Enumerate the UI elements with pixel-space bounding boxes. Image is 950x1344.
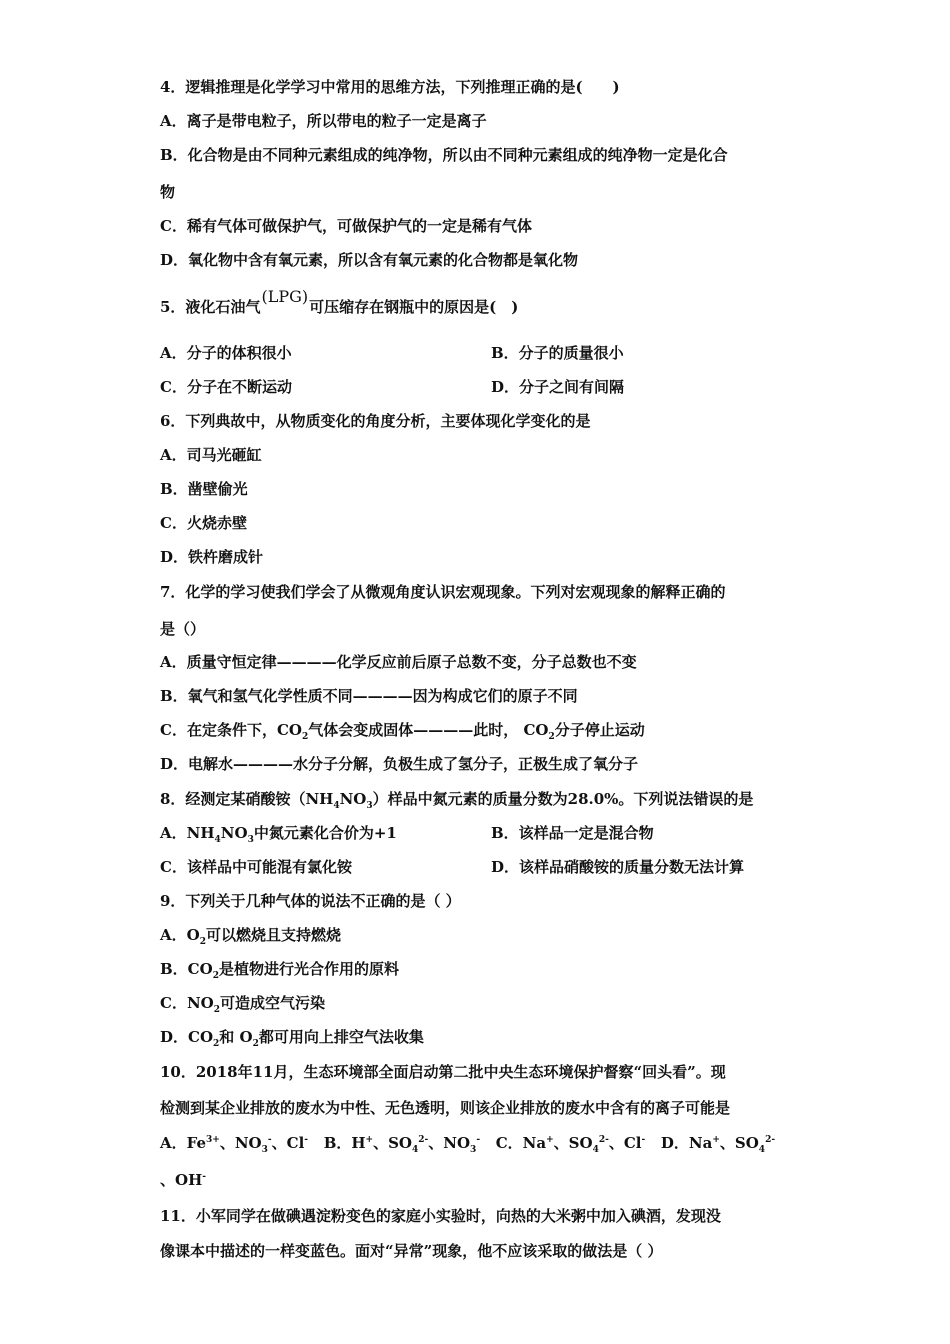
q10-stem-line1: 10．2018年11月，生态环境部全面启动第二批中央生态环境保护督察“回头看”。现: [160, 1063, 726, 1081]
q4-stem: 4．逻辑推理是化学学习中常用的思维方法，下列推理正确的是( ): [160, 78, 620, 96]
q8-option-a: A．$NH_4NO_3$中氮元素化合价为+1: [160, 824, 397, 845]
q9-option-d: D．$CO_2$和 $O_2$都可用向上排空气法收集: [160, 1028, 424, 1049]
q11-stem-line2: 像课本中描述的一样变蓝色。面对“异常”现象，他不应该采取的做法是（ ）: [160, 1242, 663, 1260]
q10-option-a: A．$Fe^{3+}$、$NO_3^-$、Cl-: [160, 1134, 309, 1155]
q9-stem: 9．下列关于几种气体的说法不正确的是（ ）: [160, 892, 461, 910]
q10-option-c: C．Na+、$SO_4^{2-}$、Cl-: [495, 1134, 646, 1155]
q4-option-b-line2: 物: [160, 183, 176, 201]
q10-option-d-continued: 、OH-: [160, 1171, 206, 1189]
q5-option-a: A．分子的体积很小: [160, 344, 292, 362]
q5-option-b: B．分子的质量很小: [491, 344, 624, 362]
q8-stem: 8．经测定某硝酸铵$(NH_4NO_3)$样品中氮元素的质量分数为28.0%。下列说法错误的是: [160, 790, 754, 811]
q4-option-d: D．氧化物中含有氧元素，所以含有氧元素的化合物都是氧化物: [160, 251, 579, 269]
q4-option-a: A．离子是带电粒子，所以带电的粒子一定是离子: [160, 112, 487, 130]
q7-stem-line2: 是（）: [160, 620, 206, 638]
q5-stem: 5．液化石油气(LPG)可压缩存在钢瓶中的原因是( ): [160, 287, 519, 316]
q9-option-a: A．$O_2$可以燃烧且支持燃烧: [160, 926, 341, 947]
q11-stem-line1: 11．小军同学在做碘遇淀粉变色的家庭小实验时，向热的大米粥中加入碘酒，发现没: [160, 1207, 721, 1225]
q10-option-d: D．Na+、$SO_4^{2-}$: [660, 1134, 776, 1155]
q5-option-d: D．分子之间有间隔: [491, 378, 625, 396]
q8-option-b: B．该样品一定是混合物: [491, 824, 654, 842]
q7-option-a: A．质量守恒定律————化学反应前后原子总数不变，分子总数也不变: [160, 653, 637, 671]
q9-option-c: C．$NO_2$可造成空气污染: [160, 994, 325, 1015]
q10-stem-line2: 检测到某企业排放的废水为中性、无色透明，则该企业排放的废水中含有的离子可能是: [160, 1099, 731, 1117]
q10-options: [160, 1133, 775, 1153]
q6-option-b: B．凿壁偷光: [160, 480, 248, 498]
q6-stem: 6．下列典故中，从物质变化的角度分析，主要体现化学变化的是: [160, 412, 591, 430]
q8-option-d: D．该样品硝酸铵的质量分数无法计算: [491, 858, 745, 876]
q4-option-c: C．稀有气体可做保护气，可做保护气的一定是稀有气体: [160, 217, 532, 235]
q8-option-c: C．该样品中可能混有氯化铵: [160, 858, 352, 876]
q6-option-a: A．司马光砸缸: [160, 446, 262, 464]
q6-option-d: D．铁杵磨成针: [160, 548, 264, 566]
q9-option-b: B．$CO_2$是植物进行光合作用的原料: [160, 960, 399, 981]
q7-stem-line1: 7．化学的学习使我们学会了从微观角度认识宏观现象。下列对宏观现象的解释正确的: [160, 583, 726, 601]
q6-option-c: C．火烧赤壁: [160, 514, 247, 532]
q7-option-d: D．电解水————水分子分解，负极生成了氢分子，正极生成了氧分子: [160, 755, 639, 773]
q5-option-c: C．分子在不断运动: [160, 378, 292, 396]
lpg-label: (LPG): [261, 287, 309, 306]
q10-option-b: B．H+、$SO_4^{2-}$、$NO_3^-$: [323, 1134, 481, 1155]
q4-option-b-line1: B．化合物是由不同种元素组成的纯净物，所以由不同种元素组成的纯净物一定是化合: [160, 146, 728, 164]
q7-option-c: C．在定条件下，$CO_2$气体会变成固体————此时， $CO_2$分子停止运动: [160, 721, 645, 742]
q7-option-b: B．氧气和氢气化学性质不同————因为构成它们的原子不同: [160, 687, 578, 705]
